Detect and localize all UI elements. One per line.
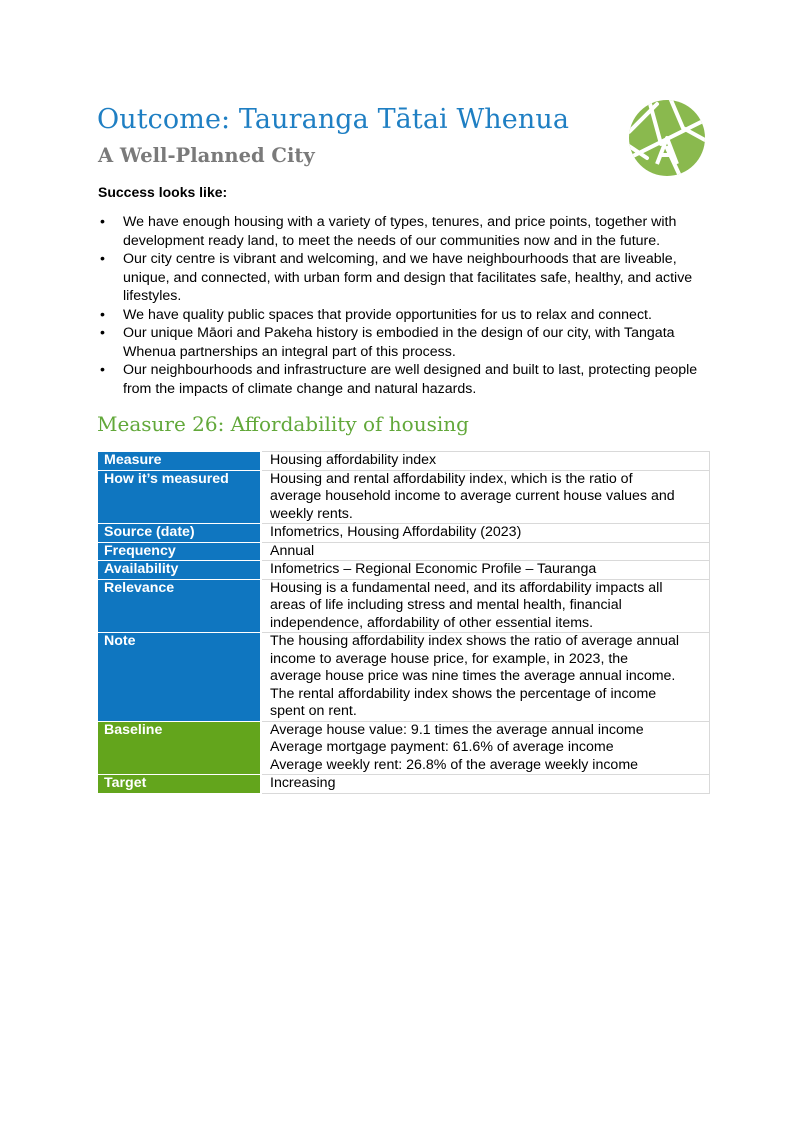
success-list — [98, 213, 718, 398]
list-item-text: Our city centre is vibrant and welcoming, and we have neighbourhoods that are liveable, unique, and connected, with urban form and design that facilitates safe, healthy, and active lifestyles. — [123, 251, 693, 304]
row-label: Source (date) — [98, 524, 261, 543]
row-label: Note — [98, 633, 261, 722]
row-value — [261, 561, 710, 580]
bullet-icon: • — [100, 214, 105, 230]
list-item — [98, 361, 718, 398]
row-value-line: spent on rent. — [270, 703, 357, 719]
row-value-line: Average weekly rent: 26.8% of the average weekly income — [270, 756, 639, 773]
success-heading: Success looks like: — [98, 184, 228, 200]
row-value-line: independence, affordability of other essential items. — [270, 614, 594, 631]
row-value — [261, 721, 710, 775]
row-label: Availability — [98, 561, 261, 580]
row-label: How it’s measured — [98, 470, 261, 524]
table-row — [98, 775, 710, 794]
list-item-text: We have enough housing with a variety of types, tenures, and price points, together with development ready land, to meet the needs of our communities now and in the future. — [123, 214, 677, 249]
bullet-icon: • — [100, 306, 105, 323]
list-item-text: Our unique Māori and Pakeha history is embodied in the design of our city, with Tangata Whenua partnerships an integral part of this process. — [123, 325, 675, 360]
bullet-icon: • — [100, 362, 105, 378]
row-value-line: average house price was nine times the average annual income. — [270, 668, 676, 684]
list-item-text: We have quality public spaces that provide opportunities for us to relax and connect. — [123, 306, 652, 323]
row-value-line: Annual — [270, 542, 315, 559]
row-label: Target — [98, 775, 261, 794]
list-item-text: Our neighbourhoods and infrastructure are well designed and built to last, protecting people from the impacts of climate change and natural hazards. — [123, 362, 698, 397]
row-value-line: Increasing — [270, 775, 336, 791]
row-value-line: Infometrics, Housing Affordability (2023) — [270, 524, 522, 540]
measure-heading: Measure 26: Affordability of housing — [97, 412, 469, 436]
table-row — [98, 542, 710, 561]
row-value — [261, 579, 710, 633]
row-label: Frequency — [98, 542, 261, 561]
page-title: Outcome: Tauranga Tātai Whenua — [97, 104, 570, 135]
row-value — [261, 452, 710, 471]
list-item — [98, 213, 718, 250]
table-row — [98, 470, 710, 524]
row-value-line: Infometrics – Regional Economic Profile – Tauranga — [270, 561, 597, 577]
list-item — [98, 250, 718, 306]
table-row — [98, 721, 710, 775]
bullet-icon: • — [100, 325, 105, 341]
row-value-line: income to average house price, for example, in 2023, the — [270, 650, 629, 667]
row-value — [261, 542, 710, 561]
row-value-line: average household income to average current house values and — [270, 488, 675, 504]
page-subtitle: A Well-Planned City — [98, 144, 315, 167]
row-label: Baseline — [98, 721, 261, 775]
row-value — [261, 633, 710, 722]
table-row — [98, 579, 710, 633]
row-value-line: The rental affordability index shows the percentage of income — [270, 685, 657, 702]
row-value-line: Average mortgage payment: 61.6% of average income — [270, 739, 614, 755]
city-map-logo-icon — [627, 98, 707, 178]
row-value-line: areas of life including stress and mental health, financial — [270, 597, 622, 613]
row-label: Relevance — [98, 579, 261, 633]
row-value — [261, 470, 710, 524]
row-value — [261, 524, 710, 543]
row-value-line: Average house value: 9.1 times the average annual income — [270, 721, 644, 738]
table-row — [98, 524, 710, 543]
row-value-line: The housing affordability index shows the ratio of average annual — [270, 633, 680, 649]
row-value-line: weekly rents. — [270, 505, 353, 522]
row-value-line: Housing is a fundamental need, and its affordability impacts all — [270, 579, 663, 596]
table-row — [98, 633, 710, 722]
list-item — [98, 324, 718, 361]
bullet-icon: • — [100, 251, 105, 267]
row-value — [261, 775, 710, 794]
measure-table — [98, 451, 710, 794]
row-label: Measure — [98, 452, 261, 471]
row-value-line: Housing affordability index — [270, 452, 437, 468]
row-value-line: Housing and rental affordability index, which is the ratio of — [270, 470, 633, 487]
table-row — [98, 561, 710, 580]
table-row — [98, 452, 710, 471]
list-item — [98, 306, 718, 325]
